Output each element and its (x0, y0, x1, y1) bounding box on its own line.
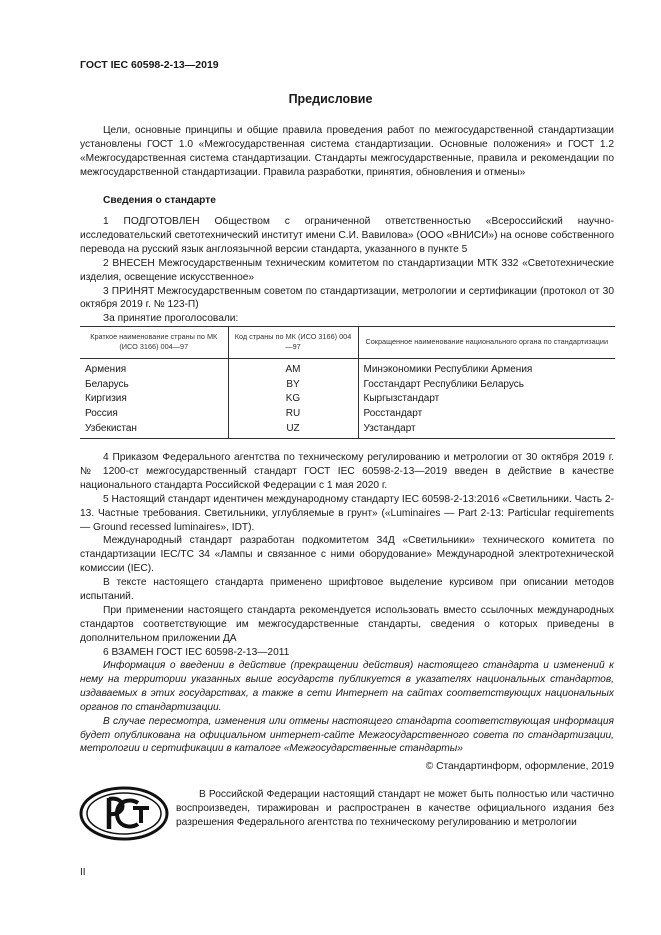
info-item-5-note-1: Международный стандарт разработан подкомитетом 34Д «Светильники» технического комитета по стандартизации IEC/TC 34 «Лампы и связанное с ними оборудование» Международной электротехнической комиссии (IEC). (80, 535, 614, 575)
subsection-heading: Сведения о стандарте (103, 195, 216, 206)
italic-notice-1: Информация о введении в действие (прекращении действия) настоящего стандарта и изменений к нему на территории указанных выше государств публикуется в указателях национальных стандартов, издаваемых в этих государствах, а также в сети Интернет на сайтах соответствующих национальных органов по стандартизации. (80, 660, 614, 713)
country-cell: Киргизия (80, 392, 228, 407)
reproduction-notice: В Российской Федерации настоящий стандарт не может быть полностью или частично воспроизведен, тиражирован и распространен в качестве официального издания без разрешения Федерального агентства по техническому регулированию и метрологии (176, 789, 614, 828)
info-item-1: 1 ПОДГОТОВЛЕН Обществом с ограниченной ответственностью «Всероссийский научно-исследовательский светотехнический институт имени С.И. Вавилова» (ООО «ВНИСИ») на основе собственного перевода на русский язык англоязычной версии стандарта, указанного в пункте 5 (80, 216, 614, 255)
body-cell: Минэкономики Республики Армения (363, 363, 533, 375)
intro-block (80, 124, 614, 180)
body-cell: Кыргызстандарт (363, 393, 440, 405)
code-cell: BY (228, 377, 358, 392)
info-item-4: 4 Приказом Федерального агентства по техническому регулированию и метрологии от 30 октября 2019 г. № 1200-ст межгосударственный стандарт ГОСТ IEC 60598-2-13—2019 введен в действие в качестве национального стандарта Российской Федерации с 1 мая 2020 г. (80, 452, 614, 491)
code-cell: RU (228, 406, 358, 421)
body-cell: Росстандарт (363, 408, 423, 420)
section-title: Предисловие (288, 92, 373, 106)
rst-logo-icon (79, 786, 169, 841)
voting-countries-table (80, 326, 615, 439)
info-item-2: 2 ВНЕСЕН Межгосударственным техническим комитетом по стандартизации МТК 332 «Светотехнические изделия, освещение искусственное» (80, 257, 614, 283)
italic-notice-2: В случае пересмотра, изменения или отмены настоящего стандарта соответствующая информация будет опубликована на официальном интернет-сайте Межгосударственного совета по стандартизации, метрологии и сертификации в каталоге «Межгосударственные стандарты» (80, 715, 614, 755)
country-cell: Узбекистан (80, 421, 228, 438)
page-number: II (80, 867, 86, 878)
column-header-code: Код страны по МК (ИСО 3166) 004—97 (228, 327, 358, 359)
column-header-country: Краткое наименование страны по МК (ИСО 3166) 004—97 (80, 327, 228, 359)
standard-info-block-continued (80, 451, 614, 660)
code-cell: KG (228, 392, 358, 407)
italic-notice-block (80, 659, 614, 756)
code-cell: UZ (228, 421, 358, 438)
column-header-body: Сокращенное наименование национального органа по стандартизации (358, 327, 615, 359)
table-header-row (80, 327, 615, 359)
document-header: ГОСТ IEC 60598-2-13—2019 (80, 59, 219, 71)
copyright-line: © Стандартинформ, оформление, 2019 (425, 761, 614, 772)
table-row (80, 406, 615, 421)
table-row (80, 421, 615, 438)
info-item-6: 6 ВЗАМЕН ГОСТ IEC 60598-2-13—2011 (103, 646, 290, 658)
country-cell: Россия (80, 406, 228, 421)
info-item-5: 5 Настоящий стандарт идентичен международному стандарту IEC 60598-2-13:2016 «Светильники. Часть 2-13. Частные требования. Светильники, углубляемые в грунт» («Luminaires — Part 2-13: Particular requirements — Ground recessed luminaires», IDT). (80, 493, 614, 533)
reproduction-notice-block (176, 788, 614, 830)
standard-info-block (80, 215, 614, 326)
info-item-3: 3 ПРИНЯТ Межгосударственным советом по стандартизации, метрологии и сертификации (протокол от 30 октября 2019 г. № 123-П) (80, 285, 614, 311)
voting-label: За принятие проголосовали: (103, 313, 239, 325)
body-cell: Госстандарт Республики Беларусь (363, 378, 524, 390)
table-row (80, 392, 615, 407)
table-row (80, 359, 615, 377)
table-row (80, 377, 615, 392)
code-cell: AM (228, 359, 358, 377)
intro-paragraph: Цели, основные принципы и общие правила проведения работ по межгосударственной стандартизации установлены ГОСТ 1.0 «Межгосударственная система стандартизации. Основные положения» и ГОСТ 1.2 «Межгосударственная система стандартизации. Стандарты межгосударственные, правила и рекомендации по межгосударственной стандартизации. Правила разработки, принятия, обновления и отмены» (80, 125, 614, 178)
body-cell: Узстандарт (358, 421, 615, 438)
country-cell: Беларусь (80, 377, 228, 392)
info-item-5-note-3: При применении настоящего стандарта рекомендуется использовать вместо ссылочных международных стандартов соответствующие им межгосударственные стандарты, сведения о которых приведены в дополнительном приложении ДА (80, 604, 614, 644)
country-cell: Армения (80, 359, 228, 377)
info-item-5-note-2: В тексте настоящего стандарта применено шрифтовое выделение курсивом при описании методов испытаний. (80, 577, 614, 603)
